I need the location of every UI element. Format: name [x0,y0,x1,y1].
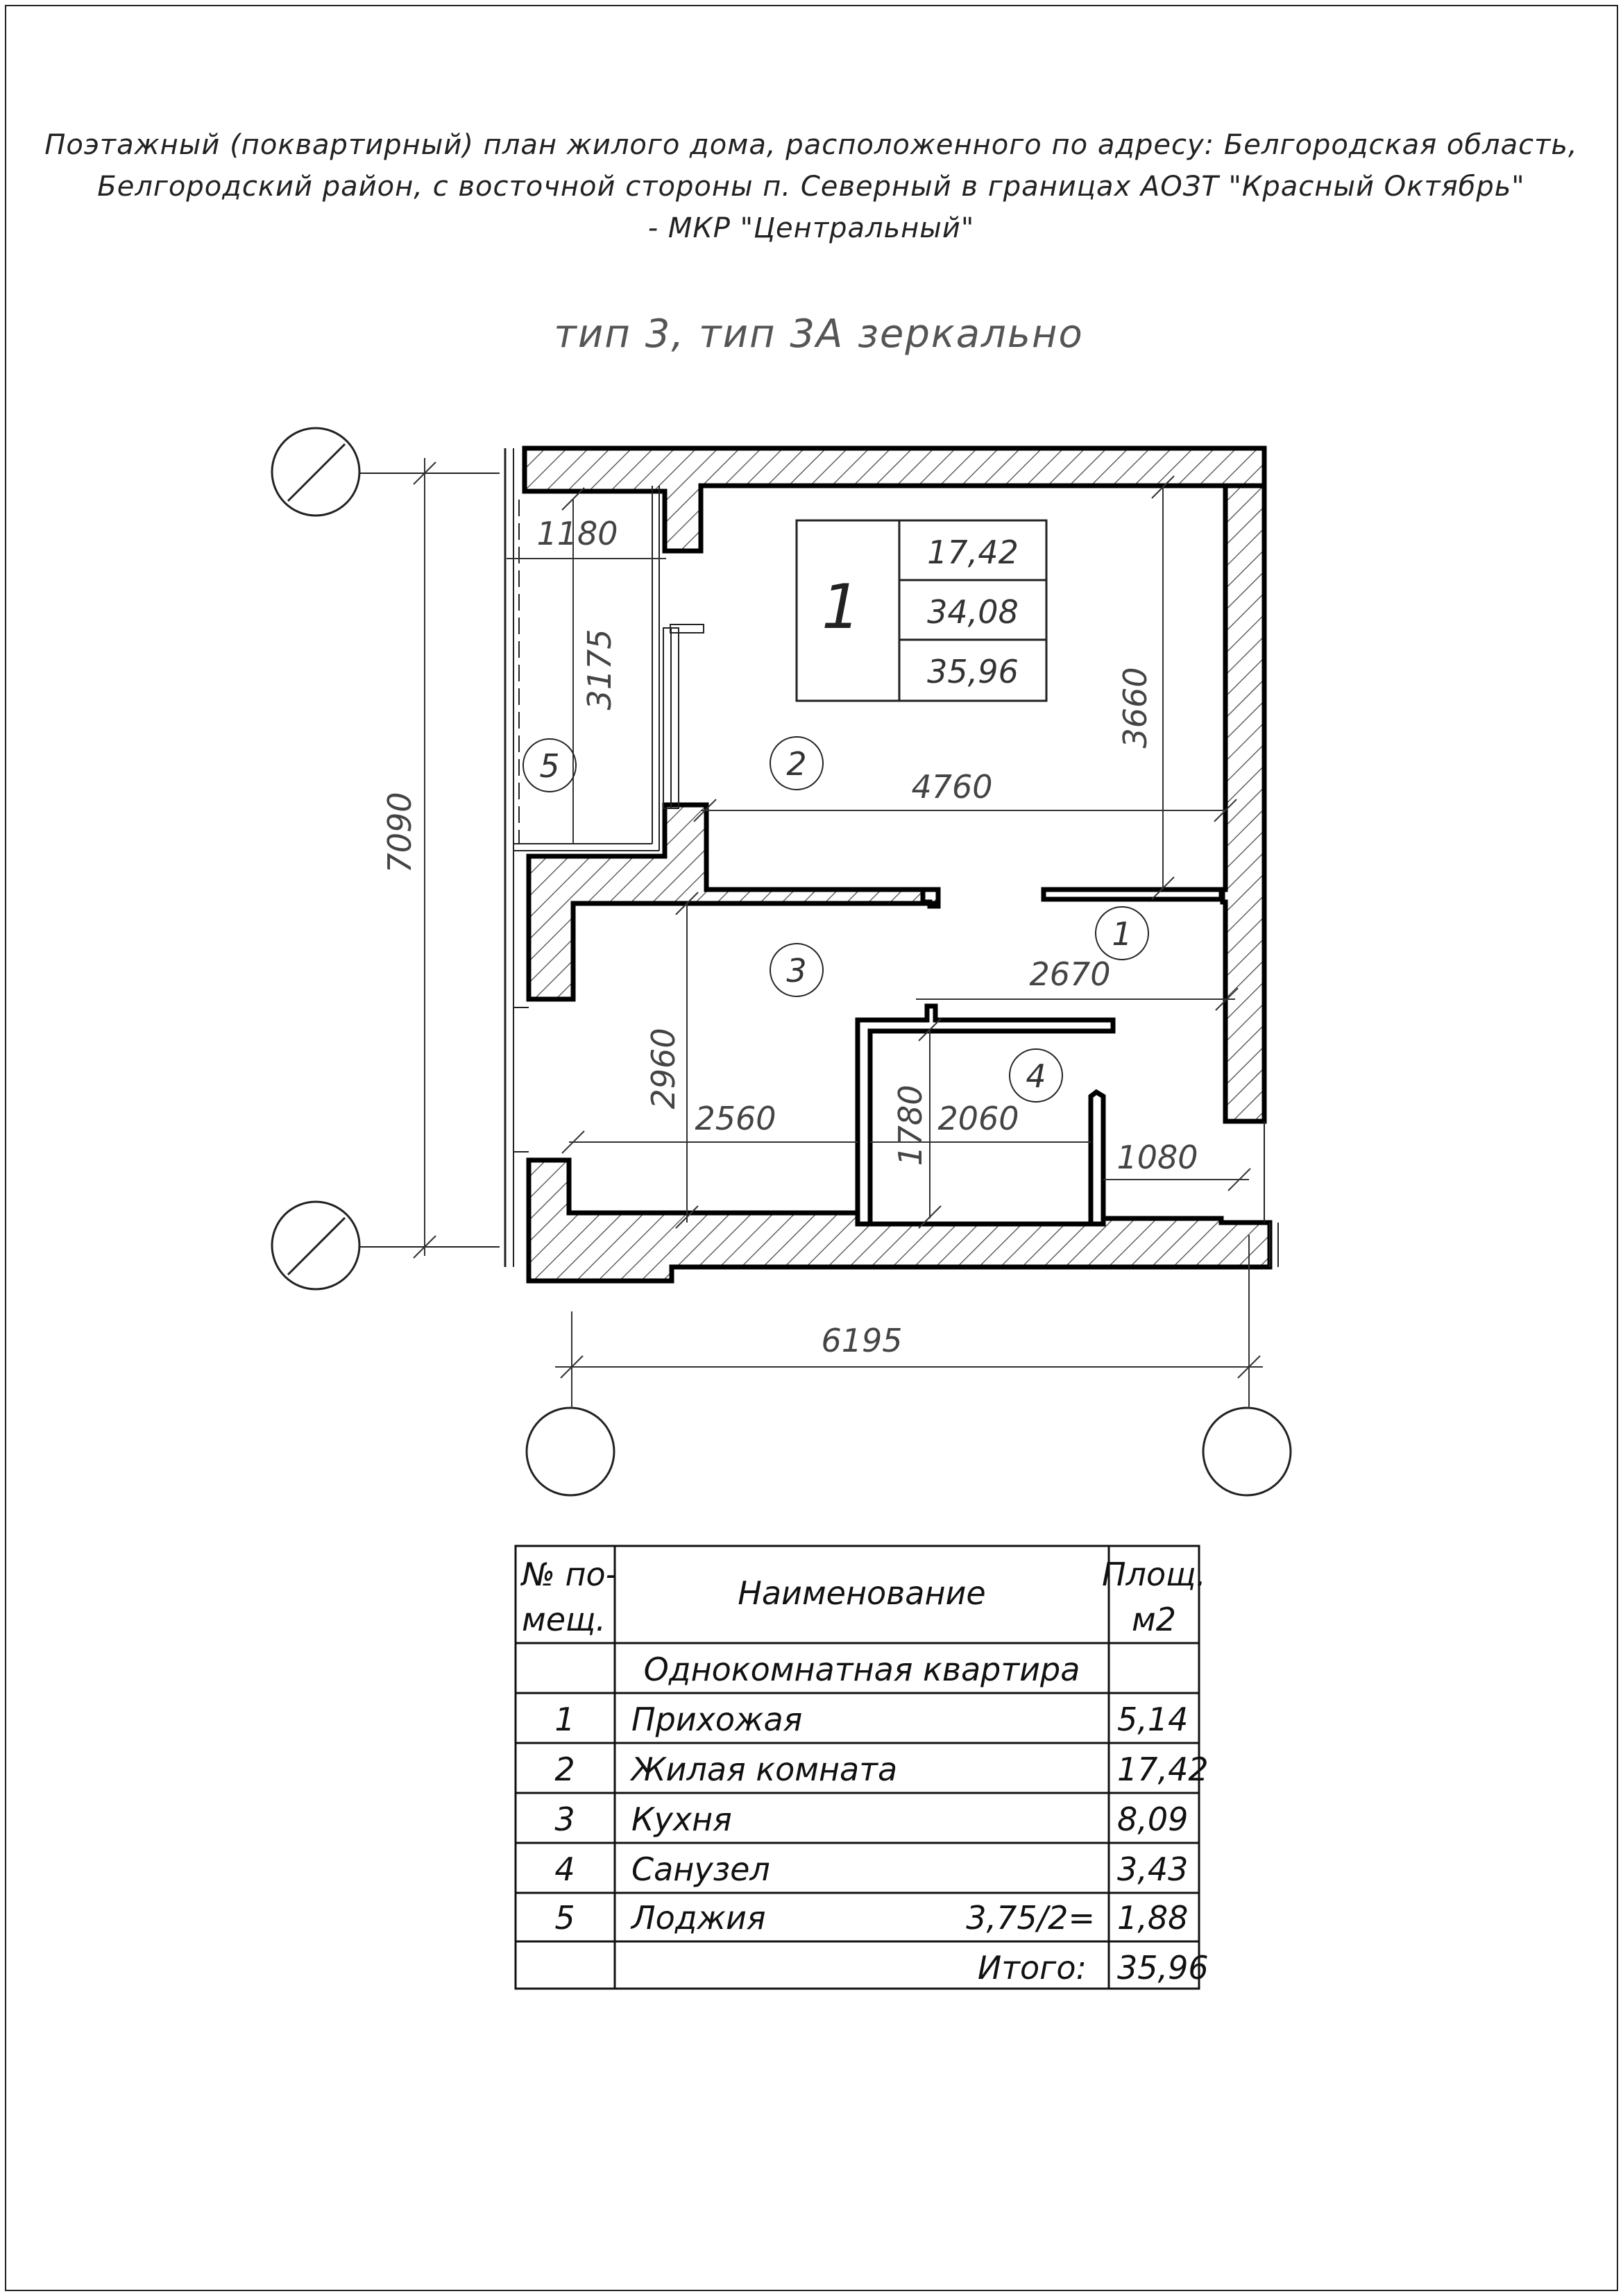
dim-6195: 6195 [821,1322,903,1359]
plan-subtitle: тип 3, тип 3А зеркально [554,312,1084,357]
table-header-name: Наименование [738,1574,986,1612]
room-marker-3 [770,944,823,996]
table-section-title: Однокомнатная квартира [643,1651,1080,1688]
table-row [554,1751,1208,1788]
axis-marker-bottom-a [527,1408,614,1495]
table-total-label: Итого: [977,1949,1087,1987]
svg-text:3: 3 [554,1801,575,1838]
svg-text:1: 1 [554,1701,575,1738]
apartment-number: 1 [822,571,860,643]
svg-text:Жилая комната: Жилая комната [631,1751,898,1788]
wall-top [525,448,1264,551]
dim-4760: 4760 [911,768,993,806]
tag-total-area: 34,08 [927,593,1019,631]
table-total-value: 35,96 [1117,1949,1209,1987]
table-row [554,1851,1188,1888]
svg-text:1: 1 [1112,915,1132,953]
svg-text:Санузел: Санузел [631,1851,770,1888]
dim-2960: 2960 [645,1028,682,1109]
table-header-area-1: Площ. [1101,1556,1207,1593]
wall-bathroom-right [1091,1092,1103,1223]
svg-text:2: 2 [786,745,807,783]
svg-text:Прихожая: Прихожая [631,1701,803,1738]
tag-living-area: 17,42 [927,534,1019,571]
tag-total-with-loggia: 35,96 [927,653,1019,690]
svg-text:4: 4 [554,1851,575,1888]
partition-hall [1044,890,1221,899]
table-header-area-2: м2 [1132,1601,1176,1638]
svg-text:4: 4 [1026,1057,1046,1095]
dim-1780: 1780 [892,1085,929,1166]
table-row [554,1801,1188,1838]
svg-text:5,14: 5,14 [1117,1701,1189,1738]
svg-text:8,09: 8,09 [1117,1801,1189,1838]
wall-right [1223,486,1264,1121]
svg-text:3: 3 [786,952,807,989]
dim-2560: 2560 [695,1100,776,1137]
axis-marker-bottom-left [272,1202,500,1289]
svg-text:1,88: 1,88 [1117,1899,1189,1937]
room-marker-1 [1096,907,1148,960]
room-marker-4 [1010,1049,1062,1102]
dim-7090: 7090 [381,792,418,874]
title-line-1: Поэтажный (поквартирный) план жилого дома, расположенного по адресу: Белгородская область, [44,129,1578,161]
dim-1080: 1080 [1116,1139,1198,1176]
room-marker-5 [523,739,576,792]
title-line-2: Белгородский район, с восточной стороны п. Северный в границах АОЗТ "Красный Октябрь" [97,171,1525,203]
dim-1180: 1180 [536,515,618,552]
title-line-3: - МКР "Центральный" [647,212,975,244]
svg-text:5: 5 [554,1899,575,1937]
table-header-no-1: № по- [522,1556,618,1593]
dim-2670: 2670 [1029,955,1111,993]
table-row [554,1701,1188,1738]
table-header-no-2: мещ. [522,1601,606,1638]
svg-text:2: 2 [554,1751,575,1788]
svg-text:17,42: 17,42 [1117,1751,1209,1788]
dim-3175: 3175 [581,629,618,711]
axis-marker-top-left [272,428,500,516]
wall-middle-left [529,805,938,999]
axis-marker-bottom-b [1203,1408,1291,1495]
dim-2060: 2060 [937,1100,1019,1137]
svg-text:3,75/2=: 3,75/2= [966,1899,1095,1937]
svg-text:Кухня: Кухня [631,1801,732,1838]
room-marker-2 [770,737,823,790]
wall-bottom [529,1160,1270,1281]
svg-text:5: 5 [539,747,560,785]
table-row [554,1899,1188,1937]
svg-text:Лоджия: Лоджия [631,1899,766,1937]
dim-3660: 3660 [1116,667,1154,749]
svg-text:3,43: 3,43 [1117,1851,1189,1888]
